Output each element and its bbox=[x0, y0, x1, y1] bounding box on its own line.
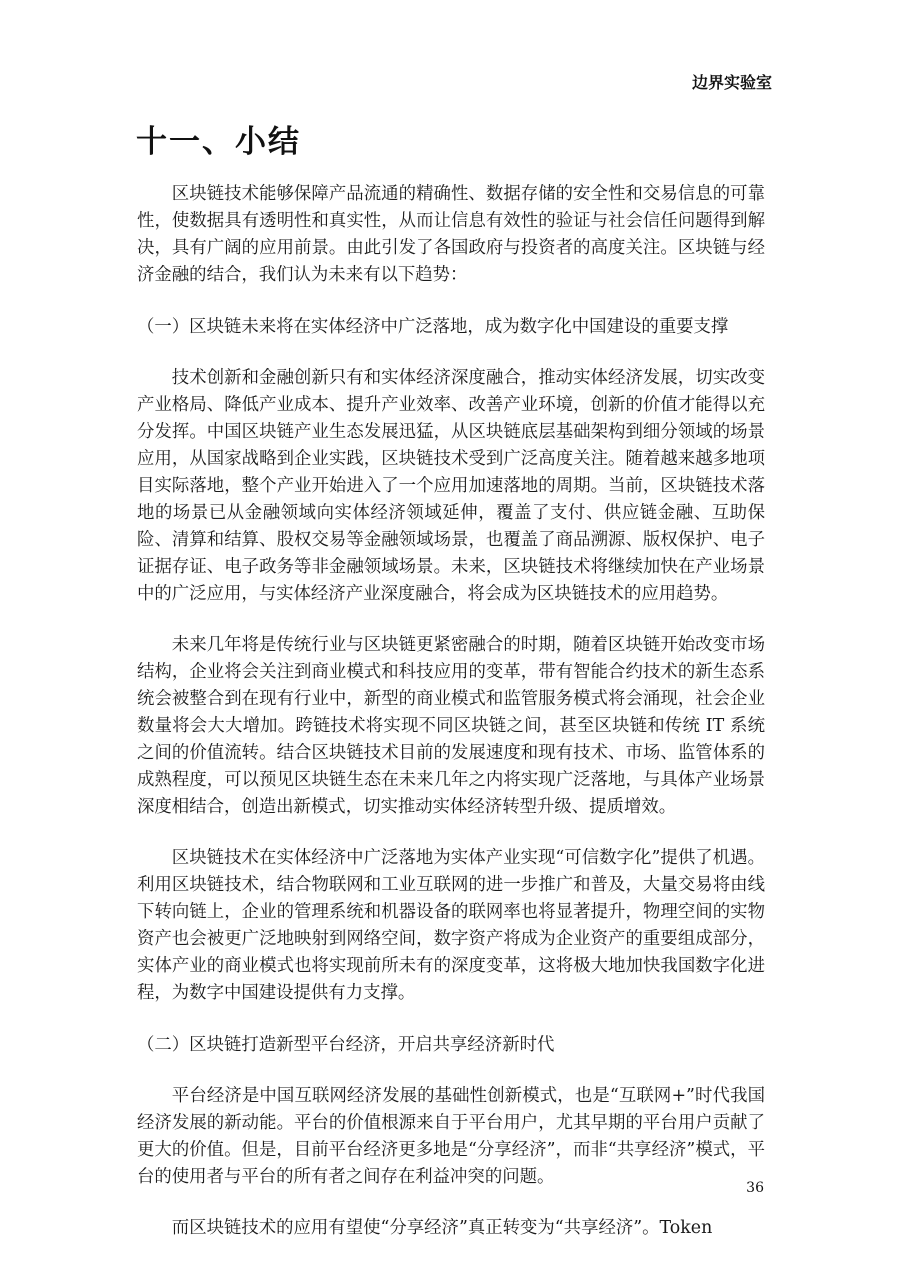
brand-logo: 边界实验室 bbox=[691, 73, 772, 92]
paragraph-1: 技术创新和金融创新只有和实体经济深度融合，推动实体经济发展，切实改变产业格局、降低产业成本、提升产业效率、改善产业环境，创新的价值才能得以充分发挥。中国区块链产业生态发展迅猛，从区块链底层基础架构到细分领域的场景应用，从国家战略到企业实践，区块链技术受到广泛高度关注。随着越来越多地项目实际落地，整个产业开始进入了一个应用加速落地的周期。当前，区块链技术落地的场景已从金融领域向实体经济领域延伸，覆盖了支付、供应链金融、互助保险、清算和结算、股权交易等金融领域场景，也覆盖了商品溯源、版权保护、电子证据存证、电子政务等非金融领域场景。未来，区块链技术将继续加快在产业场景中的广泛应用，与实体经济产业深度融合，将会成为区块链技术的应用趋势。 bbox=[137, 368, 765, 604]
paragraph-5: 而区块链技术的应用有望使“分享经济”真正转变为“共享经济”。Token bbox=[171, 1218, 713, 1238]
paragraph-3: 区块链技术在实体经济中广泛落地为实体产业实现“可信数字化”提供了机遇。利用区块链技术，结合物联网和工业互联网的进一步推广和普及，大量交易将由线下转向链上，企业的管理系统和机器设备的联网率也将显著提升，物理空间的实物资产也会被更广泛地映射到网络空间，数字资产将成为企业资产的重要组成部分，实体产业的商业模式也将实现前所未有的深度变革，这将极大地加快我国数字化进程，为数字中国建设提供有力支撑。 bbox=[137, 848, 765, 1003]
subheading-2: （二）区块链打造新型平台经济，开启共享经济新时代 bbox=[137, 1035, 555, 1055]
page-number: 36 bbox=[746, 1180, 764, 1196]
section-title: 十一、小结 bbox=[136, 124, 301, 160]
document-body bbox=[137, 181, 765, 1242]
paragraph-intro: 区块链技术能够保障产品流通的精确性、数据存储的安全性和交易信息的可靠性，使数据具有透明性和真实性，从而让信息有效性的验证与社会信任问题得到解决，具有广阔的应用前景。由此引发了各国政府与投资者的高度关注。区块链与经济金融的结合，我们认为未来有以下趋势： bbox=[137, 184, 765, 285]
paragraph-2: 未来几年将是传统行业与区块链更紧密融合的时期，随着区块链开始改变市场结构，企业将会关注到商业模式和科技应用的变革，带有智能合约技术的新生态系统会被整合到在现有行业中，新型的商业模式和监管服务模式将会涌现，社会企业数量将会大大增加。跨链技术将实现不同区块链之间，甚至区块链和传统 IT 系统之间的价值流转。结合区块链技术目前的发展速度和现有技术、市场、监管体系的成熟程度，可以预见区块链生态在未来几年之内将实现广泛落地，与具体产业场景深度相结合，创造出新模式，切实推动实体经济转型升级、提质增效。 bbox=[137, 635, 765, 817]
subheading-1: （一）区块链未来将在实体经济中广泛落地，成为数字化中国建设的重要支撑 bbox=[137, 317, 729, 337]
paragraph-4: 平台经济是中国互联网经济发展的基础性创新模式，也是“互联网+”时代我国经济发展的新动能。平台的价值根源来自于平台用户，尤其早期的平台用户贡献了更大的价值。但是，目前平台经济更多地是“分享经济”，而非“共享经济”模式，平台的使用者与平台的所有者之间存在利益冲突的问题。 bbox=[137, 1086, 765, 1187]
